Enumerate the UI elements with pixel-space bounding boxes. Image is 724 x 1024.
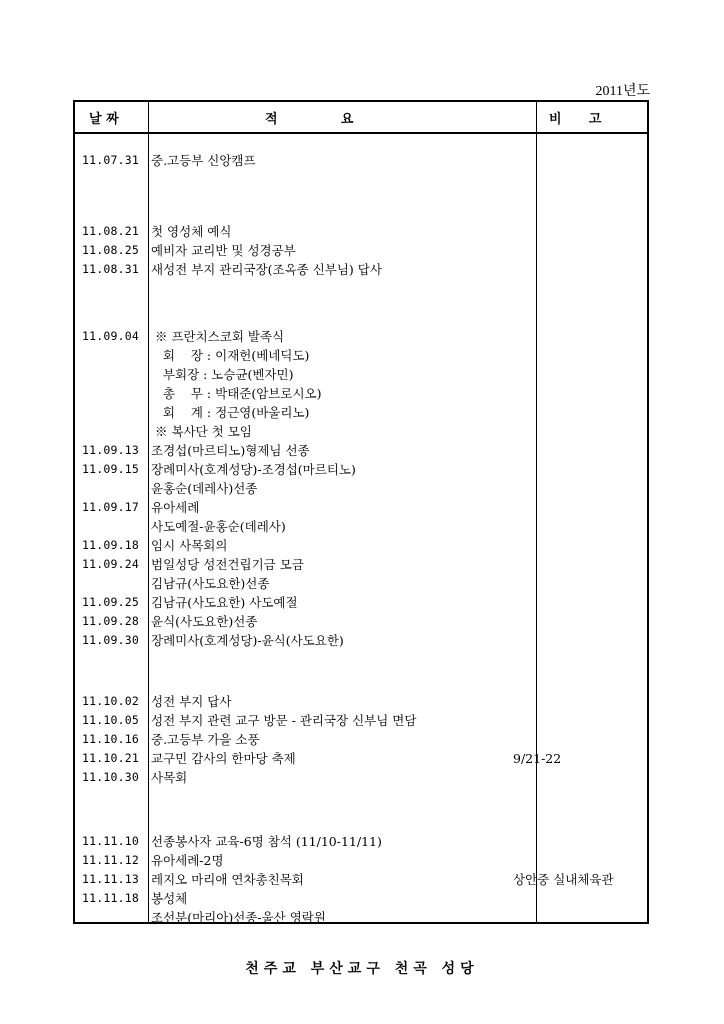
row-summary: 조선분(마리아)선종-울산 영락원 [151, 910, 326, 925]
row-summary: ※ 프란치스코회 발족식 [151, 329, 285, 344]
row-date: 11.09.24 [82, 557, 139, 571]
table-row [75, 346, 647, 365]
table-row [75, 612, 647, 631]
table-row [75, 384, 647, 403]
table-row [75, 555, 647, 574]
row-summary: 교구민 감사의 한마당 축제 [151, 751, 296, 766]
row-date: 11.07.31 [82, 153, 139, 167]
row-summary: 첫 영성체 예식 [151, 224, 232, 239]
table-row [75, 749, 647, 768]
row-summary: 장례미사(호계성당)-조경섭(마르티노) [151, 462, 356, 477]
row-date: 11.11.18 [82, 891, 139, 905]
table-row [75, 460, 647, 479]
row-summary: 유아세례-2명 [151, 853, 224, 868]
row-summary: 김남규(사도요한) 사도예절 [151, 595, 298, 610]
ledger-table [73, 100, 649, 924]
row-date: 11.08.31 [82, 262, 139, 276]
header-date: 날 짜 [89, 112, 119, 127]
row-summary: 중.고등부 신앙캠프 [151, 153, 256, 168]
table-row [75, 151, 647, 170]
row-date: 11.10.30 [82, 770, 139, 784]
row-date: 11.08.25 [82, 243, 139, 257]
row-summary: 장례미사(호계성당)-윤식(사도요한) [151, 633, 344, 648]
table-row [75, 730, 647, 749]
row-summary: 윤식(사도요한)선종 [151, 614, 258, 629]
row-summary: 성전 부지 답사 [151, 694, 232, 709]
table-row [75, 479, 647, 498]
row-date: 11.09.04 [82, 329, 139, 343]
row-date: 11.08.21 [82, 224, 139, 238]
row-summary: 회 장 : 이재헌(베네딕도) [151, 348, 310, 363]
row-summary: 유아세례 [151, 500, 200, 515]
row-date: 11.10.02 [82, 694, 139, 708]
table-row [75, 498, 647, 517]
table-row [75, 711, 647, 730]
table-row [75, 692, 647, 711]
row-summary: 봉성체 [151, 891, 188, 906]
row-date: 11.09.28 [82, 614, 139, 628]
table-row [75, 422, 647, 441]
row-date: 11.09.13 [82, 443, 139, 457]
row-date: 11.11.10 [82, 834, 139, 848]
row-summary: 중.고등부 가을 소풍 [151, 732, 260, 747]
table-row [75, 536, 647, 555]
table-row [75, 517, 647, 536]
table-row [75, 631, 647, 650]
row-summary: 새성전 부지 관리국장(조옥종 신부님) 답사 [151, 262, 382, 277]
row-summary: 성전 부지 관련 교구 방문 - 관리국장 신부님 면담 [151, 713, 417, 728]
row-date: 11.09.30 [82, 633, 139, 647]
table-row [75, 365, 647, 384]
table-row [75, 768, 647, 787]
year-label: 2011년도 [595, 84, 650, 99]
row-summary: ※ 복사단 첫 모임 [151, 424, 252, 439]
table-row [75, 832, 647, 851]
table-row [75, 260, 647, 279]
table-row [75, 908, 647, 927]
table-row [75, 851, 647, 870]
row-summary: 사도예절-윤홍순(데레사) [151, 519, 286, 534]
row-date: 11.09.18 [82, 538, 139, 552]
table-row [75, 241, 647, 260]
row-date: 11.09.17 [82, 500, 139, 514]
row-summary: 선종봉사자 교육-6명 참석 (11/10-11/11) [151, 834, 382, 849]
row-summary: 윤홍순(데레사)선종 [151, 481, 258, 496]
row-summary: 회 계 : 정근영(바울리노) [151, 405, 310, 420]
row-summary: 범일성당 성전건립기금 모금 [151, 557, 304, 572]
row-date: 11.10.05 [82, 713, 139, 727]
row-date: 11.09.15 [82, 462, 139, 476]
row-date: 11.09.25 [82, 595, 139, 609]
table-row [75, 870, 647, 889]
header-summary: 적 요 [265, 112, 354, 127]
table-row [75, 222, 647, 241]
table-row [75, 889, 647, 908]
row-summary: 부회장 : 노승균(벤자민) [151, 367, 294, 382]
table-row [75, 593, 647, 612]
table-row [75, 403, 647, 422]
row-summary: 예비자 교리반 및 성경공부 [151, 243, 296, 258]
header-note: 비 고 [549, 112, 602, 127]
header-divider [75, 132, 647, 134]
table-row [75, 441, 647, 460]
row-summary: 레지오 마리애 연차총친목회 [151, 872, 304, 887]
row-summary: 임시 사목회의 [151, 538, 228, 553]
row-summary: 김남규(사도요한)선종 [151, 576, 270, 591]
row-date: 11.11.12 [82, 853, 139, 867]
row-note: 9/21-22 [513, 751, 562, 766]
row-date: 11.10.16 [82, 732, 139, 746]
row-summary: 총 무 : 박태준(암브로시오) [151, 386, 322, 401]
row-summary: 사목회 [151, 770, 188, 785]
row-note: 상안중 실내체육관 [513, 872, 614, 887]
table-row [75, 574, 647, 593]
row-summary: 조경섭(마르티노)형제님 선종 [151, 443, 310, 458]
row-date: 11.11.13 [82, 872, 139, 886]
church-name-footer: 천주교 부산교구 천곡 성당 [245, 961, 479, 977]
row-date: 11.10.21 [82, 751, 139, 765]
table-row [75, 327, 647, 346]
